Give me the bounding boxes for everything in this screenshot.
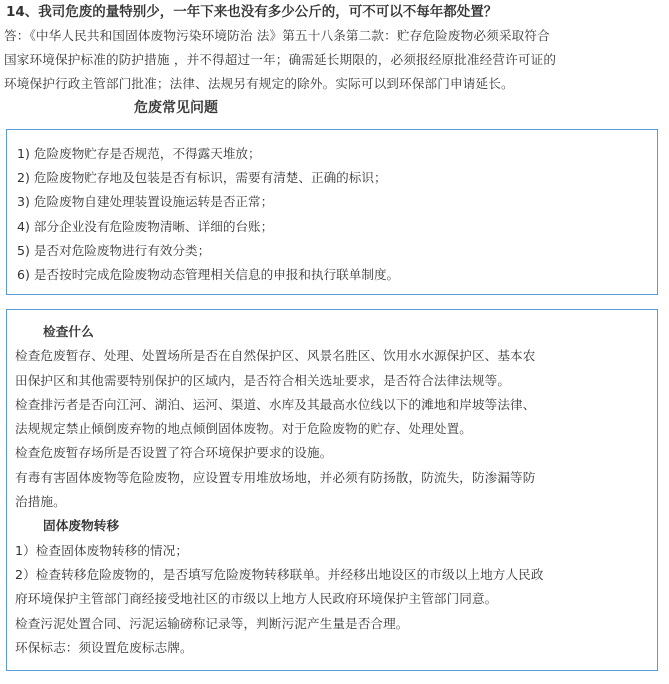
inspection-line: 田保护区和其他需要特别保护的区域内，是否符合相关选址要求，是否符合法律法规等。 [15, 372, 511, 388]
list-item: 1) 危险废物贮存是否规范，不得露天堆放； [17, 146, 261, 161]
common-issues-title: 危废常见问题 [134, 100, 218, 116]
inspection-line: 检查危废暂存、处理、处置场所是否在自然保护区、风景名胜区、饮用水水源保护区、基本农 [15, 348, 536, 364]
inspection-line: 治措施。 [15, 494, 66, 510]
question-title: 14、我司危废的量特别少，一年下来也没有多少公斤的，可不可以不每年都处置？ [6, 4, 498, 20]
question-answer [4, 24, 666, 96]
transfer-line: 1）检查固体废物转移的情况； [15, 542, 189, 558]
transfer-heading: 固体废物转移 [43, 518, 120, 534]
inspection-box [6, 309, 658, 671]
inspection-heading: 检查什么 [43, 324, 94, 339]
list-item: 5) 是否对危险废物进行有效分类； [17, 242, 211, 258]
inspection-line: 检查危废暂存场所是否设置了符合环境保护要求的设施。 [15, 445, 333, 461]
transfer-line: 检查污泥处置合同、污泥运输磅称记录等，判断污泥产生量是否合理。 [15, 615, 409, 631]
transfer-line: 2）检查转移危险废物的，是否填写危险废物转移联单。并经移出地设区的市级以上地方人民政 [15, 566, 544, 582]
inspection-line: 检查排污者是否向江河、湖泊、运河、渠道、水库及其最高水位线以下的滩地和岸坡等法律、 [15, 396, 536, 412]
answer-line: 国家环境保护标准的防护措施 ，并不得超过一年；确需延长期限的，必须报经原批准经营许可证的 [4, 52, 557, 67]
list-item: 3) 危险废物自建处理装置设施运转是否正常； [17, 194, 274, 210]
transfer-line: 环保标志：须设置危废标志牌。 [15, 639, 193, 655]
transfer-line: 府环境保护主管部门商经接受地社区的市级以上地方人民政府环境保护主管部门同意。 [15, 591, 498, 607]
inspection-line: 法规规定禁止倾倒废弃物的地点倾倒固体废物。对于危险废物的贮存、处理处置。 [15, 421, 472, 437]
inspection-content [15, 320, 655, 660]
common-issues-box [6, 129, 658, 295]
answer-line: 答：《中华人民共和国固体废物污染环境防治 法》第五十八条第二款：贮存危险废物必须采取符合 [4, 28, 550, 43]
common-issues-list [17, 142, 399, 287]
list-item: 2) 危险废物贮存地及包装是否有标识，需要有清楚、正确的标识； [17, 170, 387, 186]
inspection-line: 有毒有害固体废物等危险废物，应设置专用堆放场地，并必须有防扬散，防流失，防渗漏等防 [15, 469, 536, 485]
answer-line: 环境保护行政主管部门批准；法律、法规另有规定的除外。实际可以到环保部门申请延长。 [4, 76, 514, 91]
list-item: 4) 部分企业没有危险废物清晰、详细的台账； [17, 218, 274, 234]
list-item: 6) 是否按时完成危险废物动态管理相关信息的申报和执行联单制度。 [17, 267, 400, 283]
